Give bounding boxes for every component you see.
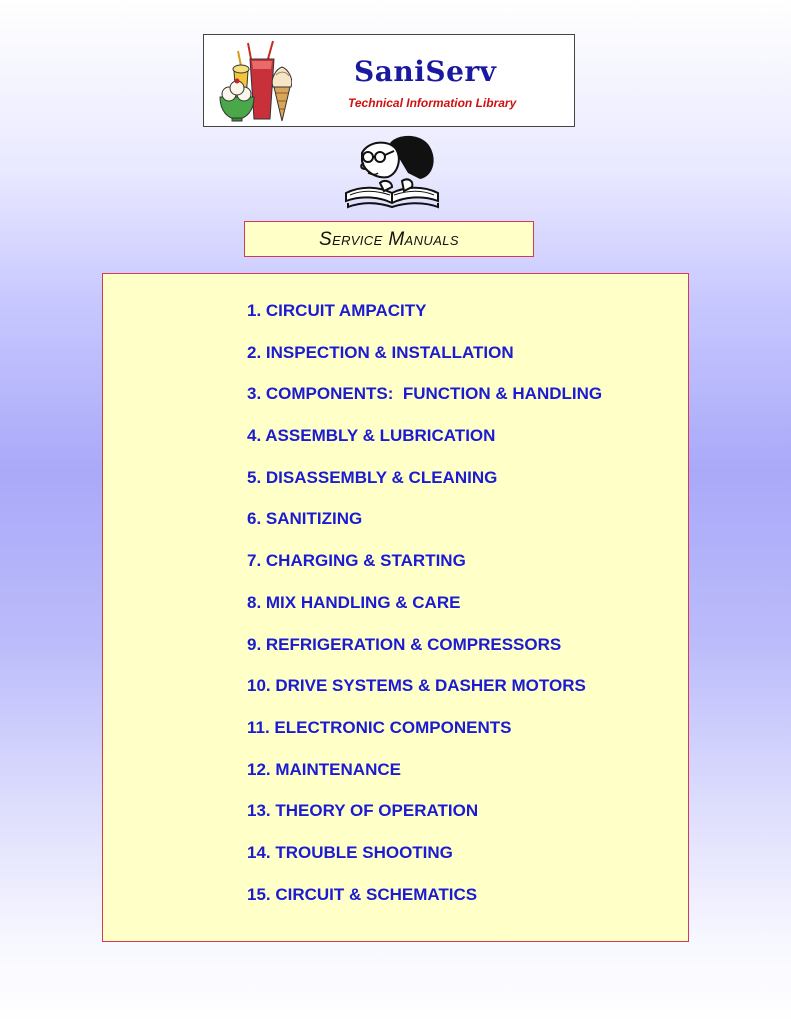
- manual-link-components[interactable]: [247, 384, 602, 426]
- manual-link-theory-of-operation[interactable]: [247, 801, 602, 843]
- manual-link-label[interactable]: 15. CIRCUIT & SCHEMATICS: [247, 884, 478, 904]
- manual-link-label[interactable]: 2. INSPECTION & INSTALLATION: [247, 342, 514, 362]
- manual-link-circuit-ampacity[interactable]: [247, 301, 602, 343]
- ice-cream-treats-icon: [218, 39, 292, 123]
- manual-link-drive-systems[interactable]: [247, 676, 602, 718]
- manual-link-assembly-lubrication[interactable]: [247, 426, 602, 468]
- manual-link-disassembly-cleaning[interactable]: [247, 468, 602, 510]
- section-title-box: [244, 221, 534, 257]
- brand-subtitle: Technical Information Library: [348, 96, 517, 110]
- manual-link-circuit-schematics[interactable]: [247, 885, 602, 927]
- manual-link-inspection-installation[interactable]: [247, 343, 602, 385]
- manual-link-label[interactable]: 14. TROUBLE SHOOTING: [247, 842, 453, 862]
- section-title: Service Manuals: [319, 229, 459, 250]
- manual-link-label[interactable]: 3. COMPONENTS: FUNCTION & HANDLING: [247, 384, 603, 404]
- manual-link-refrigeration[interactable]: [247, 635, 602, 677]
- manual-link-label[interactable]: 11. ELECTRONIC COMPONENTS: [247, 717, 512, 737]
- manual-link-sanitizing[interactable]: [247, 509, 602, 551]
- manual-link-electronic-components[interactable]: [247, 718, 602, 760]
- manual-link-label[interactable]: 5. DISASSEMBLY & CLEANING: [247, 467, 498, 487]
- manual-link-trouble-shooting[interactable]: [247, 843, 602, 885]
- manual-link-label[interactable]: 10. DRIVE SYSTEMS & DASHER MOTORS: [247, 676, 586, 696]
- brand-name: SaniServ: [354, 55, 497, 88]
- header-box: [203, 34, 575, 127]
- manuals-list: [247, 301, 602, 926]
- manual-link-label[interactable]: 13. THEORY OF OPERATION: [247, 801, 479, 821]
- manual-link-label[interactable]: 1. CIRCUIT AMPACITY: [247, 301, 427, 320]
- manual-link-label[interactable]: 4. ASSEMBLY & LUBRICATION: [247, 426, 496, 446]
- person-reading-book-icon: [342, 133, 442, 209]
- manual-link-label[interactable]: 8. MIX HANDLING & CARE: [247, 592, 461, 612]
- manual-link-label[interactable]: 12. MAINTENANCE: [247, 759, 401, 779]
- manual-link-mix-handling[interactable]: [247, 593, 602, 635]
- manual-link-label[interactable]: 9. REFRIGERATION & COMPRESSORS: [247, 634, 562, 654]
- manual-link-charging-starting[interactable]: [247, 551, 602, 593]
- manuals-panel: [102, 273, 689, 942]
- manual-link-maintenance[interactable]: [247, 760, 602, 802]
- manual-link-label[interactable]: 6. SANITIZING: [247, 509, 363, 529]
- manual-link-label[interactable]: 7. CHARGING & STARTING: [247, 551, 466, 571]
